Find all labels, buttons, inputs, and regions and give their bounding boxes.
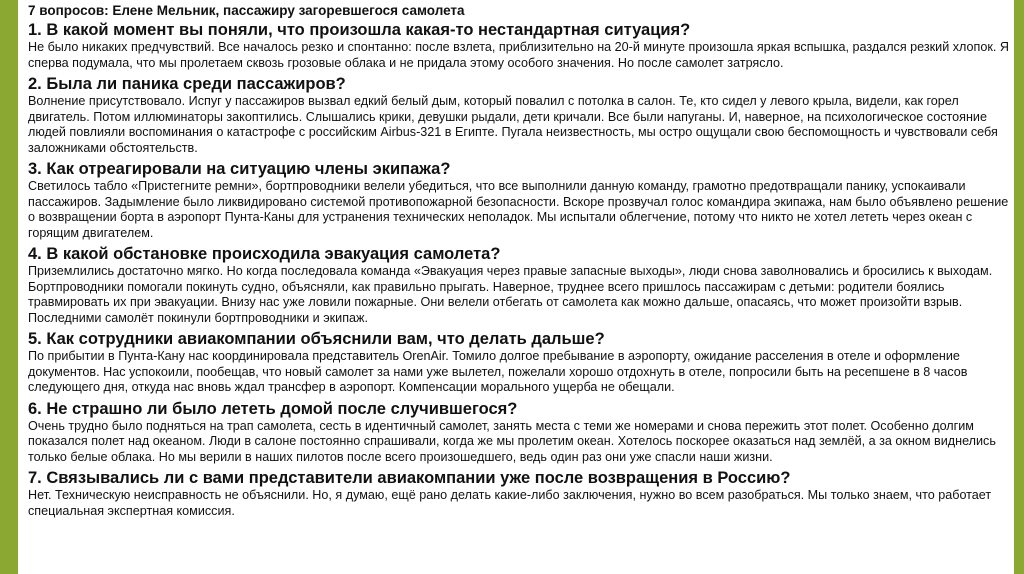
qa-item-6 (24, 399, 1014, 466)
question-2: 2. Была ли паника среди пассажиров? (28, 75, 346, 93)
answer-5: По прибытии в Пунта-Кану нас координировала представитель OrenAir. Томило долгое пребывание в аэропорту, ожидание расселения в отеле и оформление документов. Нас успокоили, пообещав, что новый самолет за нами уже вылетел, пожелали хорошо отдохнуть в отеле, попросили быть на ресепшене в 8 часов следующего дня, откуда нас вновь ждал трансфер в аэропорт. Компенсации морального ущерба не обещали. (28, 349, 968, 394)
question-6: 6. Не страшно ли было лететь домой после случившегося? (28, 399, 518, 418)
qa-item-3 (24, 159, 1014, 241)
answer-2: Волнение присутствовало. Испуг у пассажиров вызвал едкий белый дым, который повалил с потолка в салон. Те, кто сидел у левого крыла, видели, как горел двигатель. Потом иллюминаторы закоптились. Слышались крики, девушки рыдали, дети кричали. Все были напуганы. И, наверное, на психологическое состояние людей повлияли воспоминания о катастрофе с российским Airbus-321 в Египте. Пугала неизвестность, мы остро ощущали свою беспомощность и чувствовали себя заложниками обстоятельств. (28, 94, 998, 155)
question-3: 3. Как отреагировали на ситуацию члены экипажа? (28, 160, 451, 178)
slide-title: 7 вопросов: Елене Мельник, пассажиру загоревшегося самолета (28, 3, 465, 18)
answer-7: Нет. Техническую неисправность не объяснили. Но, я думаю, ещё рано делать какие-либо заключения, нужно во всем разобраться. Мы только знаем, что работает специальная экспертная комиссия. (28, 488, 992, 518)
question-4: 4. В какой обстановке происходила эвакуация самолета? (28, 245, 501, 263)
qa-content (24, 20, 1014, 574)
answer-4: Приземлились достаточно мягко. Но когда последовала команда «Эвакуация через правые запасные выходы», люди снова заволновались и бросились к выходам. Бортпроводники помогали покинуть судно, объясняли, как правильно прыгать. Наверное, труднее всего пришлось пассажирам с детьми: родители боялись травмировать их при эвакуации. Внизу нас уже ловили пожарные. Они велели отбегать от самолета как можно дальше, опасаясь, что может произойти взрыв. Последними самолёт покинули бортпроводники и экипаж. (28, 264, 993, 325)
answer-3: Светилось табло «Пристегните ремни», бортпроводники велели убедиться, что все выполнили данную команду, грамотно предотвращали панику, успокаивали пассажиров. Задымление было ликвидировано системой противопожарной безопасности. Вскоре прозвучал голос командира экипажа, нам было объявлено решение о возвращении борта в аэропорт Пунта-Каны для устранения технических неполадок. Мы испытали облегчение, потому что никто не хотел лететь через океан с горящим двигателем. (28, 179, 1009, 240)
answer-6: Очень трудно было подняться на трап самолета, сесть в идентичный самолет, занять места с теми же номерами и снова пережить этот полет. Особенно долгим показался полет над океаном. Люди в салоне постоянно спрашивали, когда же мы пролетим океан. Хотелось поскорее оказаться над землёй, а за окном виднелись только белые облака. Но мы верили в наших пилотов после всего произошедшего, ведь один раз они уже спасли наши жизни. (28, 418, 996, 464)
answer-1: Не было никаких предчувствий. Все началось резко и спонтанно: после взлета, приблизительно на 20-й минуте произошла яркая вспышка, раздался резкий хлопок. Я сперва подумала, что мы пролетаем сквозь грозовые облака и не придала этому особого значения. Но после самолет затрясло. (28, 40, 1009, 70)
qa-item-2 (24, 74, 1014, 156)
qa-item-7 (24, 468, 1014, 519)
question-1: 1. В какой момент вы поняли, что произошла какая-то нестандартная ситуация? (28, 21, 691, 39)
left-green-stripe (0, 0, 18, 574)
question-7: 7. Связывались ли с вами представители авиакомпании уже после возвращения в Россию? (28, 469, 791, 487)
qa-item-4 (24, 244, 1014, 326)
qa-item-5 (24, 329, 1014, 396)
qa-item-1 (24, 20, 1014, 71)
question-5: 5. Как сотрудники авиакомпании объяснили вам, что делать дальше? (28, 330, 605, 348)
slide-page (18, 0, 1014, 574)
right-green-stripe (1014, 0, 1024, 574)
